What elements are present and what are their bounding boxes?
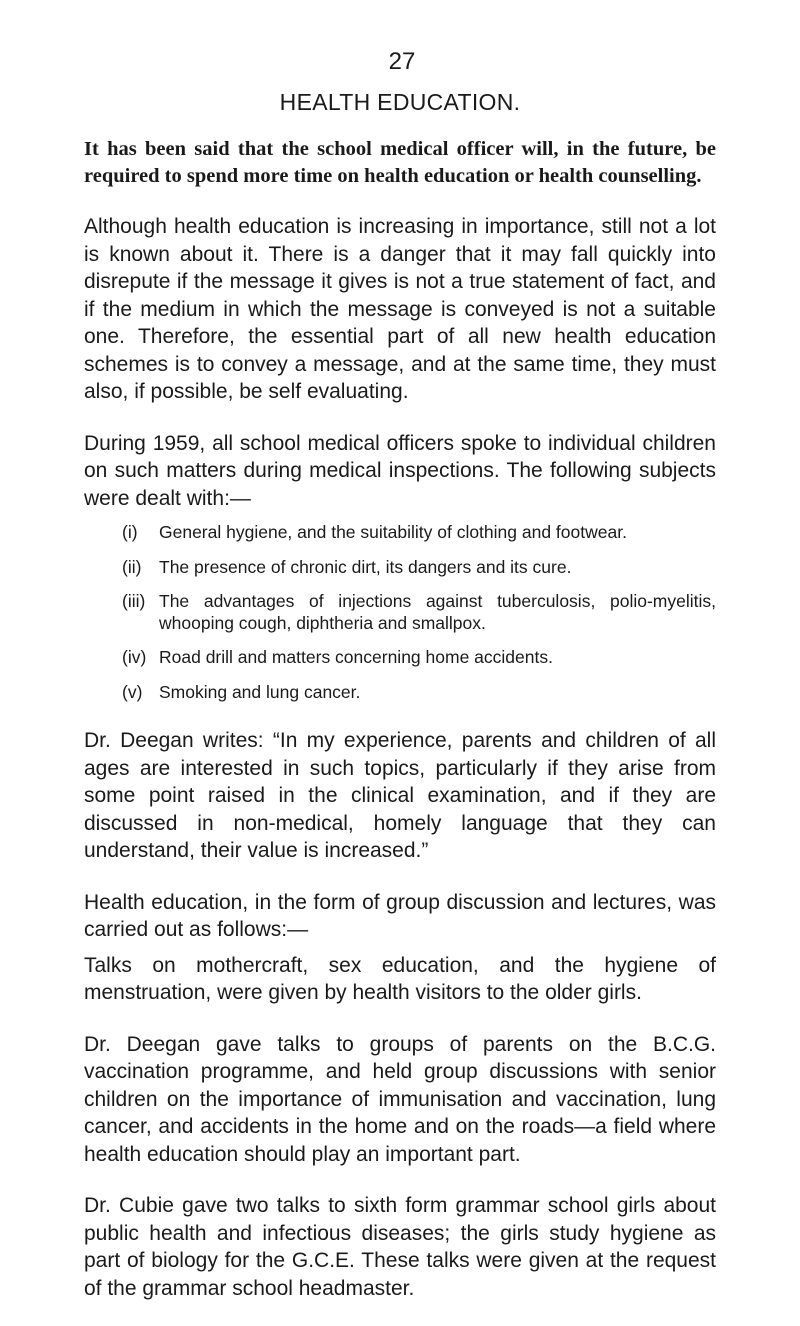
list-item xyxy=(122,682,716,704)
paragraph-group-discussion-intro: Health education, in the form of group discussion and lectures, was carried out as follows:— xyxy=(84,890,716,941)
list-item-text: General hygiene, and the suitability of clothing and footwear. xyxy=(159,522,627,542)
list-item-text: The advantages of injections against tuberculosis, polio-myelitis, whooping cough, diphtheria and smallpox. xyxy=(159,591,716,633)
list-item-number: (i) xyxy=(122,522,138,542)
list-item xyxy=(122,591,716,634)
paragraph-health-visitor-talks: Talks on mothercraft, sex education, and the hygiene of menstruation, were given by health visitors to the older girls. xyxy=(84,953,716,1004)
list-item-text: The presence of chronic dirt, its dangers and its cure. xyxy=(159,556,572,577)
paragraph-dr-deegan-talks: Dr. Deegan gave talks to groups of parents on the B.C.G. vaccination programme, and held group discussions with senior children on the importance of immunisation and vaccination, lung cancer, and accidents in the home and on the roads—a field where health education should play an important part. xyxy=(84,1032,716,1166)
paragraph-health-education-importance: Although health education is increasing in importance, still not a lot is known about it. There is a danger that it may fall quickly into disrepute if the message it gives is not a true statement of fact, and if the medium in which the message is conveyed is not a suitable one. Therefore, the essential part of all new health education schemes is to convey a message, and at the same time, they must also, if possible, be self evaluating. xyxy=(84,215,716,403)
lead-paragraph: It has been said that the school medical officer will, in the future, be required to spend more time on health education or health counselling. xyxy=(84,138,716,187)
document-page xyxy=(84,48,716,1326)
list-item-number: (iv) xyxy=(122,647,147,667)
list-item xyxy=(122,522,716,544)
list-item-number: (iii) xyxy=(122,591,146,611)
section-heading: HEALTH EDUCATION. xyxy=(279,89,521,115)
subjects-list xyxy=(84,522,716,703)
list-item xyxy=(122,647,716,669)
paragraph-dr-deegan-quote: Dr. Deegan writes: “In my experience, parents and children of all ages are interested in such topics, particularly if they arise from some point raised in the clinical examination, and if they are discussed in non-medical, homely language that they can understand, their value is increased.” xyxy=(84,729,716,862)
list-item-text: Smoking and lung cancer. xyxy=(159,681,361,702)
list-item-number: (ii) xyxy=(122,556,142,577)
list-item xyxy=(122,557,716,579)
paragraph-dr-cubie-talks: Dr. Cubie gave two talks to sixth form grammar school girls about public health and infectious diseases; the girls study hygiene as part of biology for the G.C.E. These talks were given at the request of the grammar school headmaster. xyxy=(84,1194,716,1300)
list-item-number: (v) xyxy=(122,681,143,702)
list-item-text: Road drill and matters concerning home accidents. xyxy=(159,647,553,667)
paragraph-subjects-intro: During 1959, all school medical officers spoke to individual children on such matters during medical inspections. The following subjects were dealt with:— xyxy=(84,431,716,510)
page-number: 27 xyxy=(388,48,416,75)
